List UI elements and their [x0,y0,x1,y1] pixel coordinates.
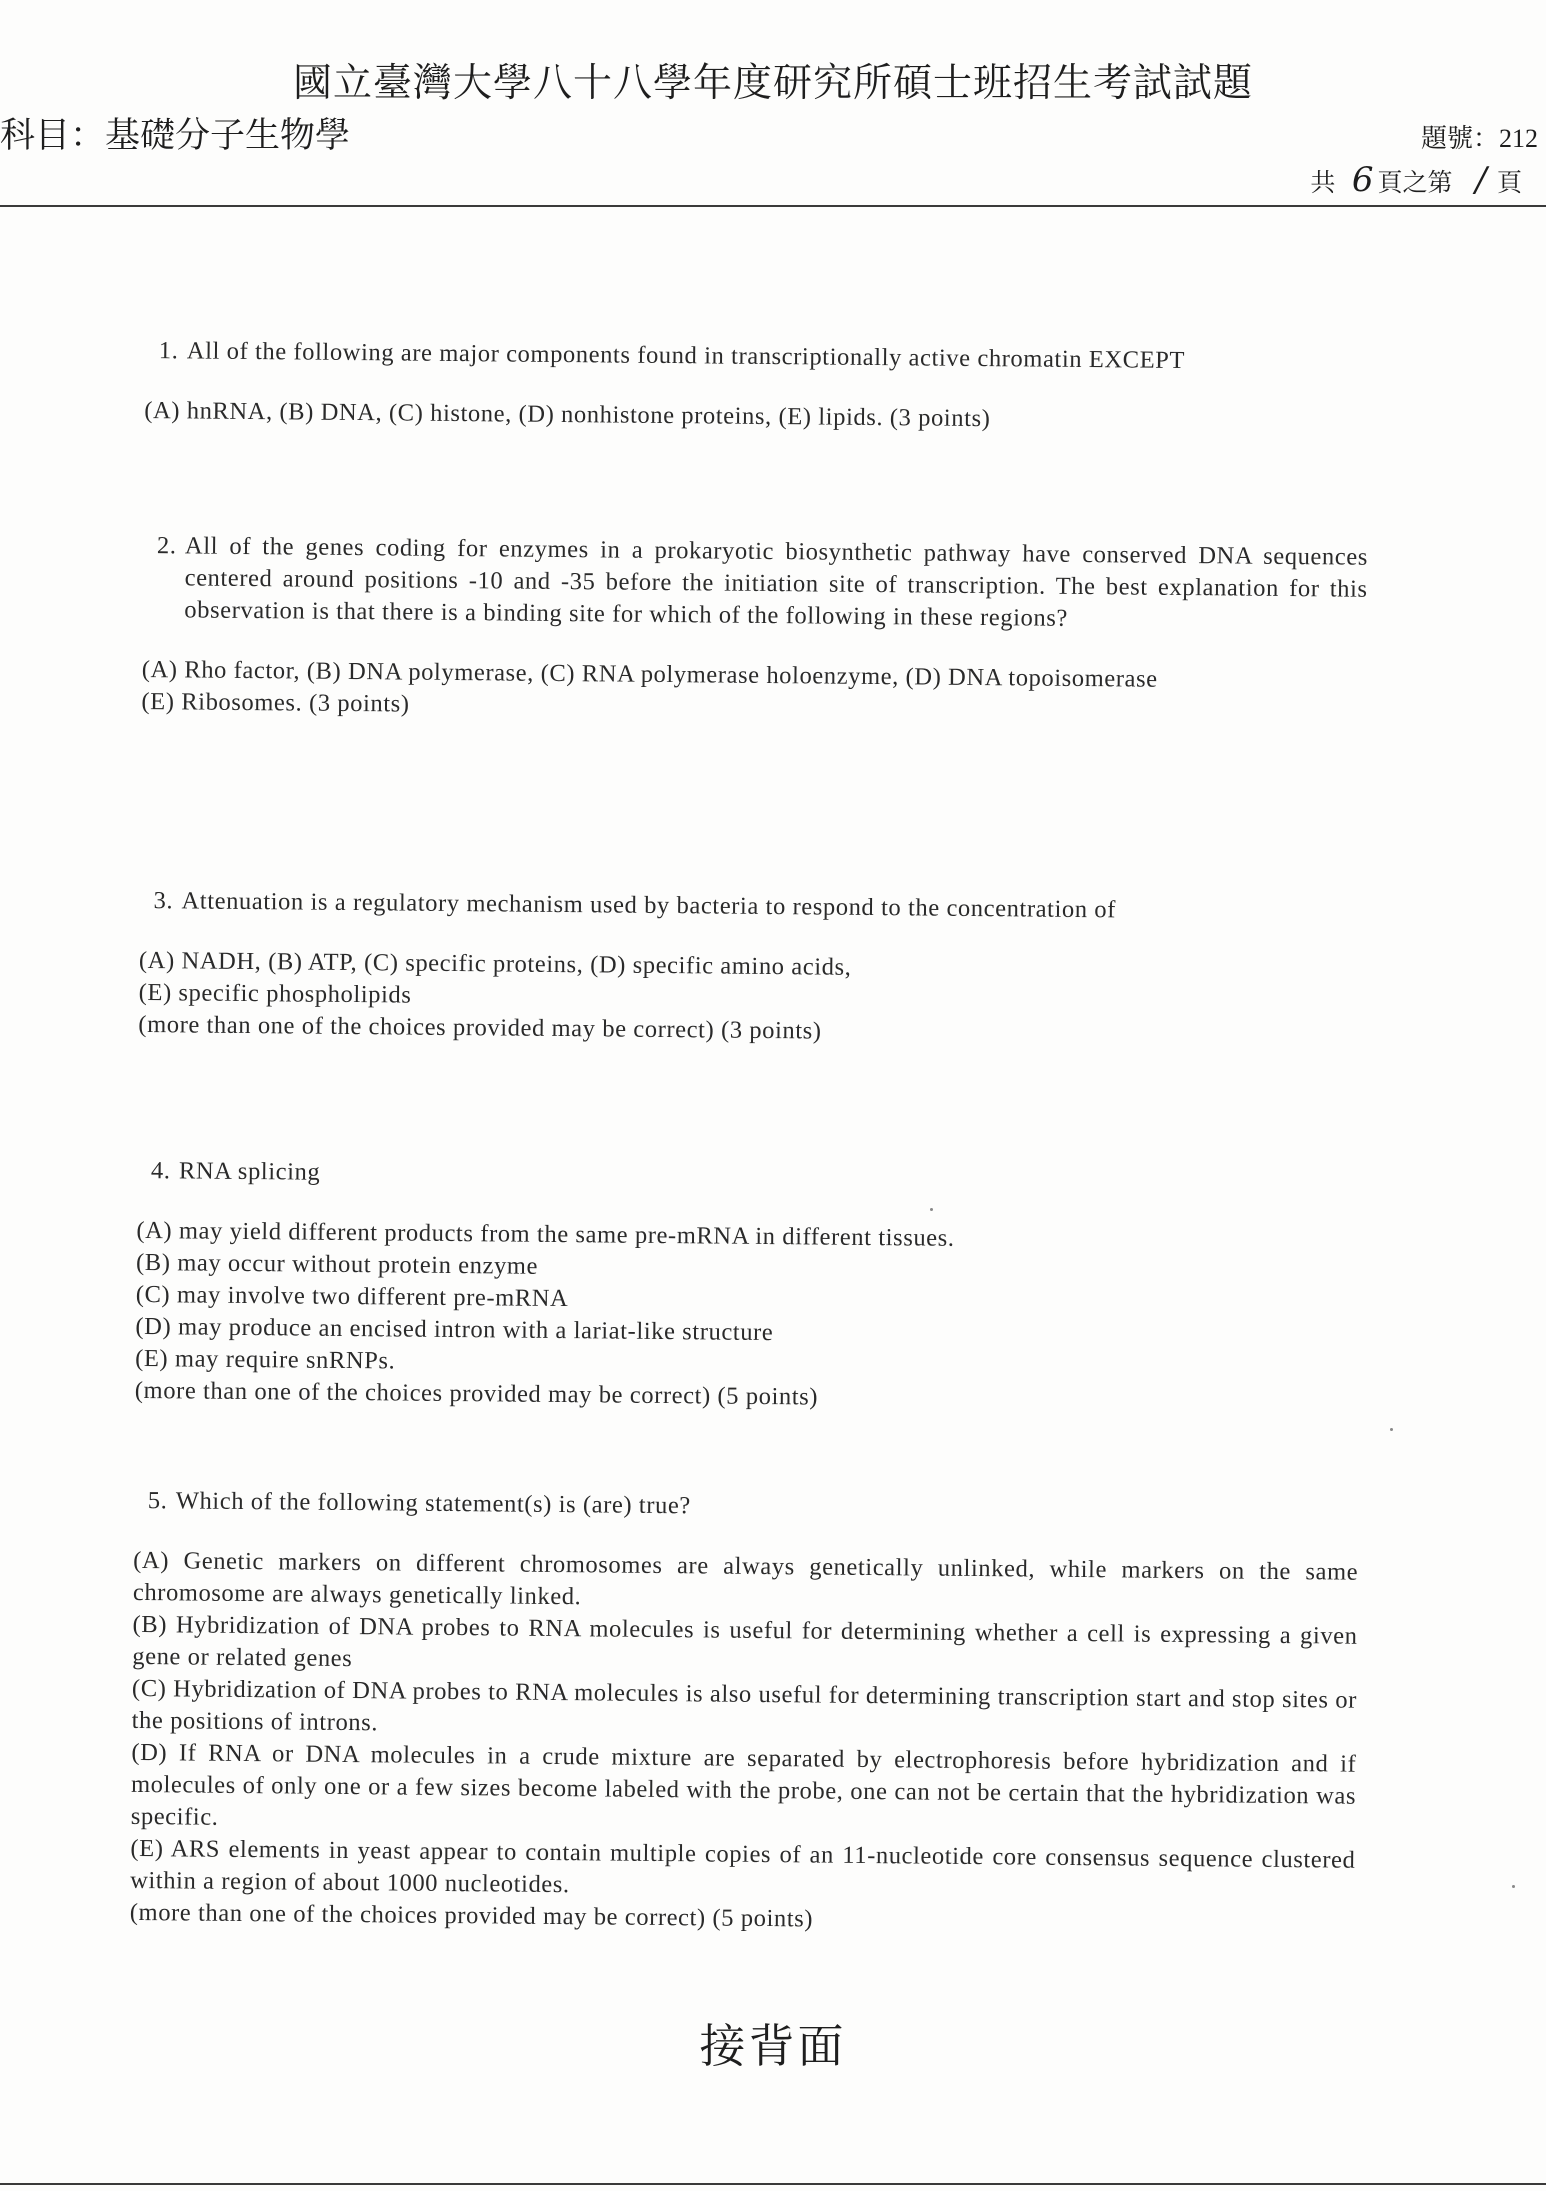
exam-title: 國立臺灣大學八十八學年度研究所碩士班招生考試試題 [292,62,1253,105]
choice-line: (C) may involve two different pre-mRNA [135,1280,569,1313]
question-number: 3. [153,887,174,915]
question-text: All of the following are major components found in transcriptionally active chromatin EXCEPT [186,337,1186,374]
header-divider [0,205,1546,207]
pages-total: 6 [1351,160,1374,200]
question-stem [145,335,1370,379]
pages-mid: 頁之第 [1377,170,1453,197]
questions-area [129,335,1370,1933]
question-text: Which of the following statement(s) is (are) true? [175,1487,691,1520]
question-stem [137,1155,1362,1199]
continue-note: 接背面 [699,2019,847,2073]
choice-line: (A) NADH, (B) ATP, (C) specific proteins, (D) specific amino acids, [138,946,852,981]
choice-line: (D) may produce an encised intron with a lariat-like structure [135,1312,774,1347]
subject-label: 科目：基礎分子生物學 [0,116,351,155]
page-indicator [1310,160,1522,200]
choice-line: (A) Rho factor, (B) DNA polymerase, (C) RNA polymerase holoenzyme, (D) DNA topoisomerase [141,655,1158,693]
choice-list [141,654,1367,730]
choice-line: (B) may occur without protein enzyme [135,1248,539,1280]
question-stem [139,885,1364,929]
question-3 [138,885,1364,1053]
question-5 [130,1485,1359,1941]
choice-line: (D) If RNA or DNA molecules in a crude mixture are separated by electrophoresis before hybridization and if molecules of only one or a few sizes become labeled with the probe, one can not be certain that the hybridization was specific. [130,1738,1357,1831]
choice-line: (A) Genetic markers on different chromosomes are always genetically unlinked, while markers on the same chromosome are always genetically linked. [132,1546,1359,1611]
question-number: 1. [158,337,179,365]
choice-line: (more than one of the choices provided may be correct) (5 points) [134,1376,819,1411]
choice-list [138,945,1364,1053]
question-stem [134,1485,1359,1529]
question-number: 2. [156,532,177,560]
choice-line: (E) ARS elements in yeast appear to contain multiple copies of an 11-nucleotide core consensus sequence clustered within a region of about 1000 nucleotides. [130,1834,1356,1899]
choice-line: (B) Hybridization of DNA probes to RNA molecules is useful for determining whether a cell is expressing a given gene or related genes [132,1610,1358,1673]
choice-line: (A) hnRNA, (B) DNA, (C) histone, (D) nonhistone proteins, (E) lipids. (3 points) [144,396,991,433]
choice-list [130,1545,1359,1941]
question-text: Attenuation is a regulatory mechanism used by bacteria to respond to the concentration of [181,887,1117,924]
footer-divider [0,2183,1546,2185]
choice-line: (E) Ribosomes. (3 points) [141,687,410,718]
question-number: 5. [147,1487,168,1515]
scan-speck [1390,1428,1393,1431]
pages-prefix: 共 [1310,170,1336,197]
question-stem [142,530,1368,638]
question-number: 4. [150,1157,171,1185]
question-code: 題號：212 [1420,124,1538,153]
question-1 [144,335,1370,439]
scan-speck [930,1208,933,1211]
pages-current: / [1475,160,1487,200]
choice-line: (E) may require snRNPs. [135,1344,396,1375]
question-text: All of the genes coding for enzymes in a prokaryotic biosynthetic pathway have conserved DNA sequences centered around positions -10 and -35 before the initiation site of transcription. The best explanation for this observation is that there is a binding site for which of the following in these regions? [184,532,1369,632]
choice-line: (E) specific phospholipids [138,978,412,1009]
question-4 [135,1155,1362,1419]
question-text: RNA splicing [178,1157,321,1186]
scan-speck [1512,1885,1515,1888]
choice-line: (A) may yield different products from the same pre-mRNA in different tissues. [136,1216,955,1252]
choice-list [144,395,1369,439]
choice-line: (C) Hybridization of DNA probes to RNA molecules is also useful for determining transcription start and stop sites or the positions of introns. [131,1674,1358,1737]
choice-line: (more than one of the choices provided may be correct) (5 points) [129,1898,814,1933]
choice-line: (more than one of the choices provided may be correct) (3 points) [138,1010,822,1045]
choice-list [135,1215,1362,1419]
pages-suffix: 頁 [1496,170,1522,197]
question-2 [141,530,1368,730]
